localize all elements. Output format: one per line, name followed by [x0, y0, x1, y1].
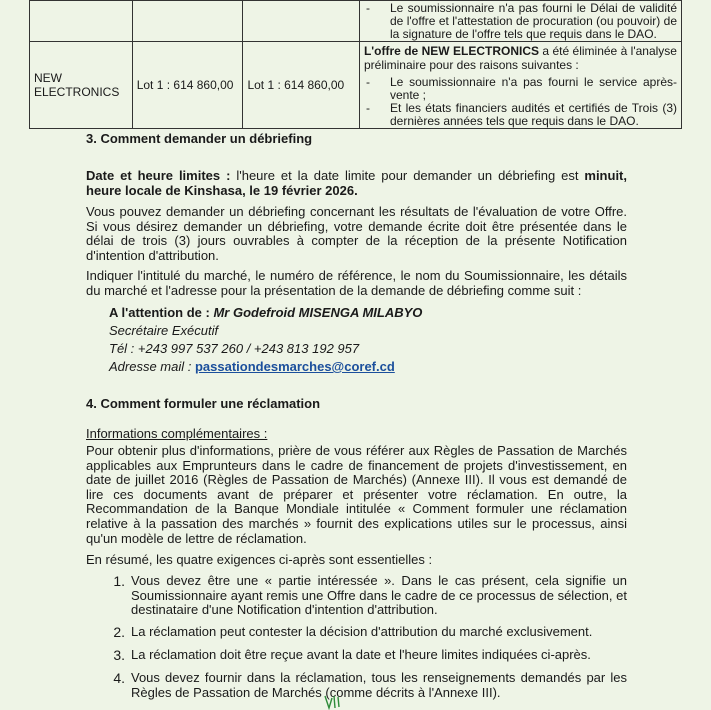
debriefing-paragraph: Vous pouvez demander un débriefing concernant les résultats de l'évaluation de votre Offre. Si vous désirez demander un débriefing, votre demande écrite doit être présentée dans le délai de trois (3) jours ouvrables à compter de la réception de la présente Notification d'intention d'attribution.	[86, 204, 627, 263]
company-name: NEW ELECTRONICS	[34, 71, 120, 99]
evaluation-table	[29, 0, 682, 129]
intro-suffix: a été éliminée à l'analyse préliminaire pour des raisons suivantes :	[363, 44, 677, 72]
reason-bullet	[364, 76, 677, 102]
deadline-paragraph	[86, 169, 627, 198]
info-subheading: Informations complémentaires :	[86, 426, 268, 441]
table-cell	[243, 1, 360, 42]
phone-line: Tél : +243 997 537 260 / +243 813 192 957	[109, 341, 360, 356]
item-number: 3.	[113, 647, 125, 663]
intro-company: NEW ELECTRONICS	[421, 44, 539, 58]
lot-amount: Lot 1 : 614 860,00	[247, 78, 345, 92]
attention-line	[109, 305, 422, 320]
item-text: La réclamation peut contester la décision d'attribution du marché exclusivement.	[131, 624, 593, 639]
summary-line: En résumé, les quatre exigences ci-après sont essentielles :	[86, 552, 433, 567]
table-cell-reasons	[359, 1, 681, 42]
attention-label: A l'attention de :	[109, 305, 214, 320]
reason-text: Le soumissionnaire n'a pas fourni le service après-vente ;	[389, 75, 677, 102]
email-label: Adresse mail :	[109, 359, 195, 374]
list-item	[86, 648, 627, 663]
company-cell	[30, 42, 133, 129]
deadline-label: Date et heure limites :	[86, 168, 231, 183]
section-4-heading: 4. Comment formuler une réclamation	[86, 396, 321, 411]
bullet-mark: -	[365, 0, 370, 15]
section-3-heading: 3. Comment demander un débriefing	[86, 131, 313, 146]
email-link[interactable]: passationdesmarches@coref.cd	[194, 359, 395, 374]
table-cell	[30, 1, 133, 42]
role-line: Secrétaire Exécutif	[109, 323, 219, 338]
deadline-value: minuit, heure locale de Kinshasa, le 19 février 2026.	[86, 168, 627, 198]
item-number: 4.	[113, 670, 125, 686]
item-number: 1.	[113, 573, 125, 589]
list-item	[86, 574, 627, 618]
lot-amount: Lot 1 : 614 860,00	[136, 78, 234, 92]
deadline-text: l'heure et la date limite pour demander un débriefing est	[230, 168, 585, 183]
complaint-info-paragraph: Pour obtenir plus d'informations, prière de vous référer aux Règles de Passation de Marchés applicables aux Emprunteurs dans le cadre de financement de projets d'investissement, en date de juillet 2016 (Règles de Passation de Marchés) (Annexe III). Il vous est demandé de lire ces documents avant de préparer et présenter votre réclamation. En outre, la Recommandation de la Banque Mondiale intitulée « Comment formuler une réclamation relative à la passation des marchés » fournit des explications utiles sur le processus, ainsi qu'un modèle de lettre de réclamation.	[86, 443, 627, 546]
list-item	[86, 625, 627, 640]
reason-text: Et les états financiers audités et certifiés de Trois (3) dernières années tels que requis dans le DAO.	[389, 101, 677, 128]
reason-text: Le soumissionnaire n'a pas fourni le Délai de validité de l'offre et l'attestation de procuration (ou pouvoir) de la signature de l'offre tels que requis dans le DAO.	[389, 0, 677, 41]
reason-bullet	[364, 102, 677, 128]
elimination-intro	[364, 44, 677, 72]
item-text: La réclamation doit être reçue avant la date et l'heure limites indiquées ci-après.	[131, 647, 591, 662]
table-row	[30, 42, 682, 129]
details-paragraph: Indiquer l'intitulé du marché, le numéro de référence, le nom du Soumissionnaire, les détails du marché et l'adresse pour la présentation de la demande de débriefing comme suit :	[86, 268, 627, 298]
list-item	[86, 671, 627, 700]
email-line	[109, 359, 395, 374]
table-cell	[132, 1, 243, 42]
table-cell-reasons	[359, 42, 681, 129]
table-row	[30, 1, 682, 42]
bullet-mark: -	[365, 101, 370, 115]
bullet-mark: -	[365, 75, 370, 89]
item-number: 2.	[113, 624, 125, 640]
lot-cell	[243, 42, 360, 129]
item-text: Vous devez être une « partie intéressée ». Dans le cas présent, cela signifie un Soumissionnaire ayant remis une Offre dans le cadre de ce processus de sélection, et destinataire d'une Notification d'intention d'attribution.	[131, 573, 627, 618]
intro-prefix: L'offre de	[363, 44, 422, 58]
item-text: Vous devez fournir dans la réclamation, tous les renseignements demandés par les Règles de Passation de Marchés (comme décrits à l'Annexe III).	[131, 670, 627, 700]
attention-name: Mr Godefroid MISENGA MILABYO	[213, 305, 423, 320]
lot-cell	[132, 42, 243, 129]
reason-bullet	[364, 2, 677, 41]
